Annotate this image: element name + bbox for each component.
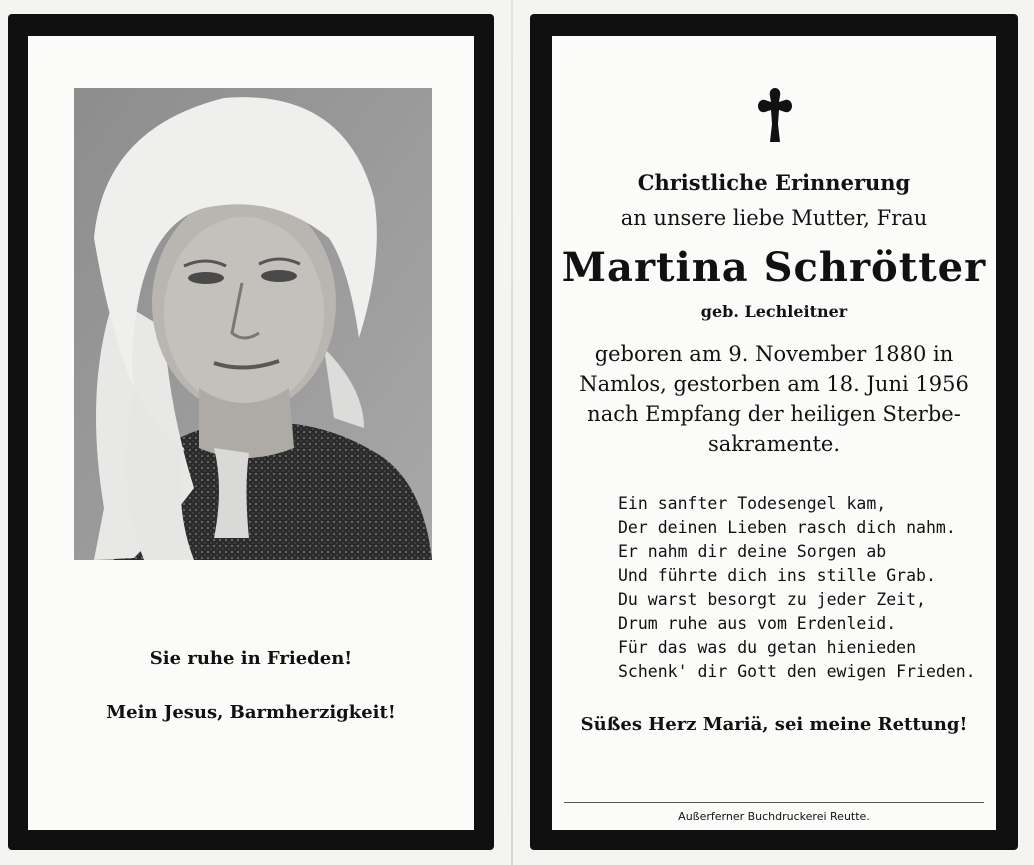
mercy-text: Mein Jesus, Barmherzigkeit! xyxy=(106,702,396,723)
rip-text: Sie ruhe in Frieden! xyxy=(149,648,353,669)
right-card xyxy=(530,14,1018,850)
poem-line: Du warst besorgt zu jeder Zeit, xyxy=(618,590,926,609)
poem-line: Für das was du getan hienieden xyxy=(618,638,917,657)
poem-line: Er nahm dir deine Sorgen ab xyxy=(618,542,887,561)
info-line: geboren am 9. November 1880 in xyxy=(594,342,954,366)
right-card-inner xyxy=(552,36,996,830)
footer-divider xyxy=(564,802,984,803)
printer-credit: Außerferner Buchdruckerei Reutte. xyxy=(678,810,870,823)
card-subtitle: an unsere liebe Mutter, Frau xyxy=(620,206,928,230)
left-card-inner xyxy=(28,36,474,830)
left-card xyxy=(8,14,494,850)
info-line: sakramente. xyxy=(708,432,840,456)
poem-line: Drum ruhe aus vom Erdenleid. xyxy=(618,614,897,633)
center-fold xyxy=(511,0,513,865)
prayer-text: Süßes Herz Mariä, sei meine Rettung! xyxy=(580,714,968,735)
cross-icon xyxy=(758,88,792,148)
portrait-illustration xyxy=(74,88,432,560)
poem-line: Der deinen Lieben rasch dich nahm. xyxy=(618,518,956,537)
card-title: Christliche Erinnerung xyxy=(637,170,911,195)
maiden-name: geb. Lechleitner xyxy=(700,302,848,321)
deceased-name: Martina Schrötter xyxy=(561,244,987,291)
poem-line: Und führte dich ins stille Grab. xyxy=(618,566,936,585)
poem-line: Schenk' dir Gott den ewigen Frieden. xyxy=(618,662,976,681)
info-line: Namlos, gestorben am 18. Juni 1956 xyxy=(579,372,969,396)
poem-line: Ein sanfter Todesengel kam, xyxy=(618,494,887,513)
info-line: nach Empfang der heiligen Sterbe- xyxy=(587,402,961,426)
portrait-photo xyxy=(74,88,432,560)
